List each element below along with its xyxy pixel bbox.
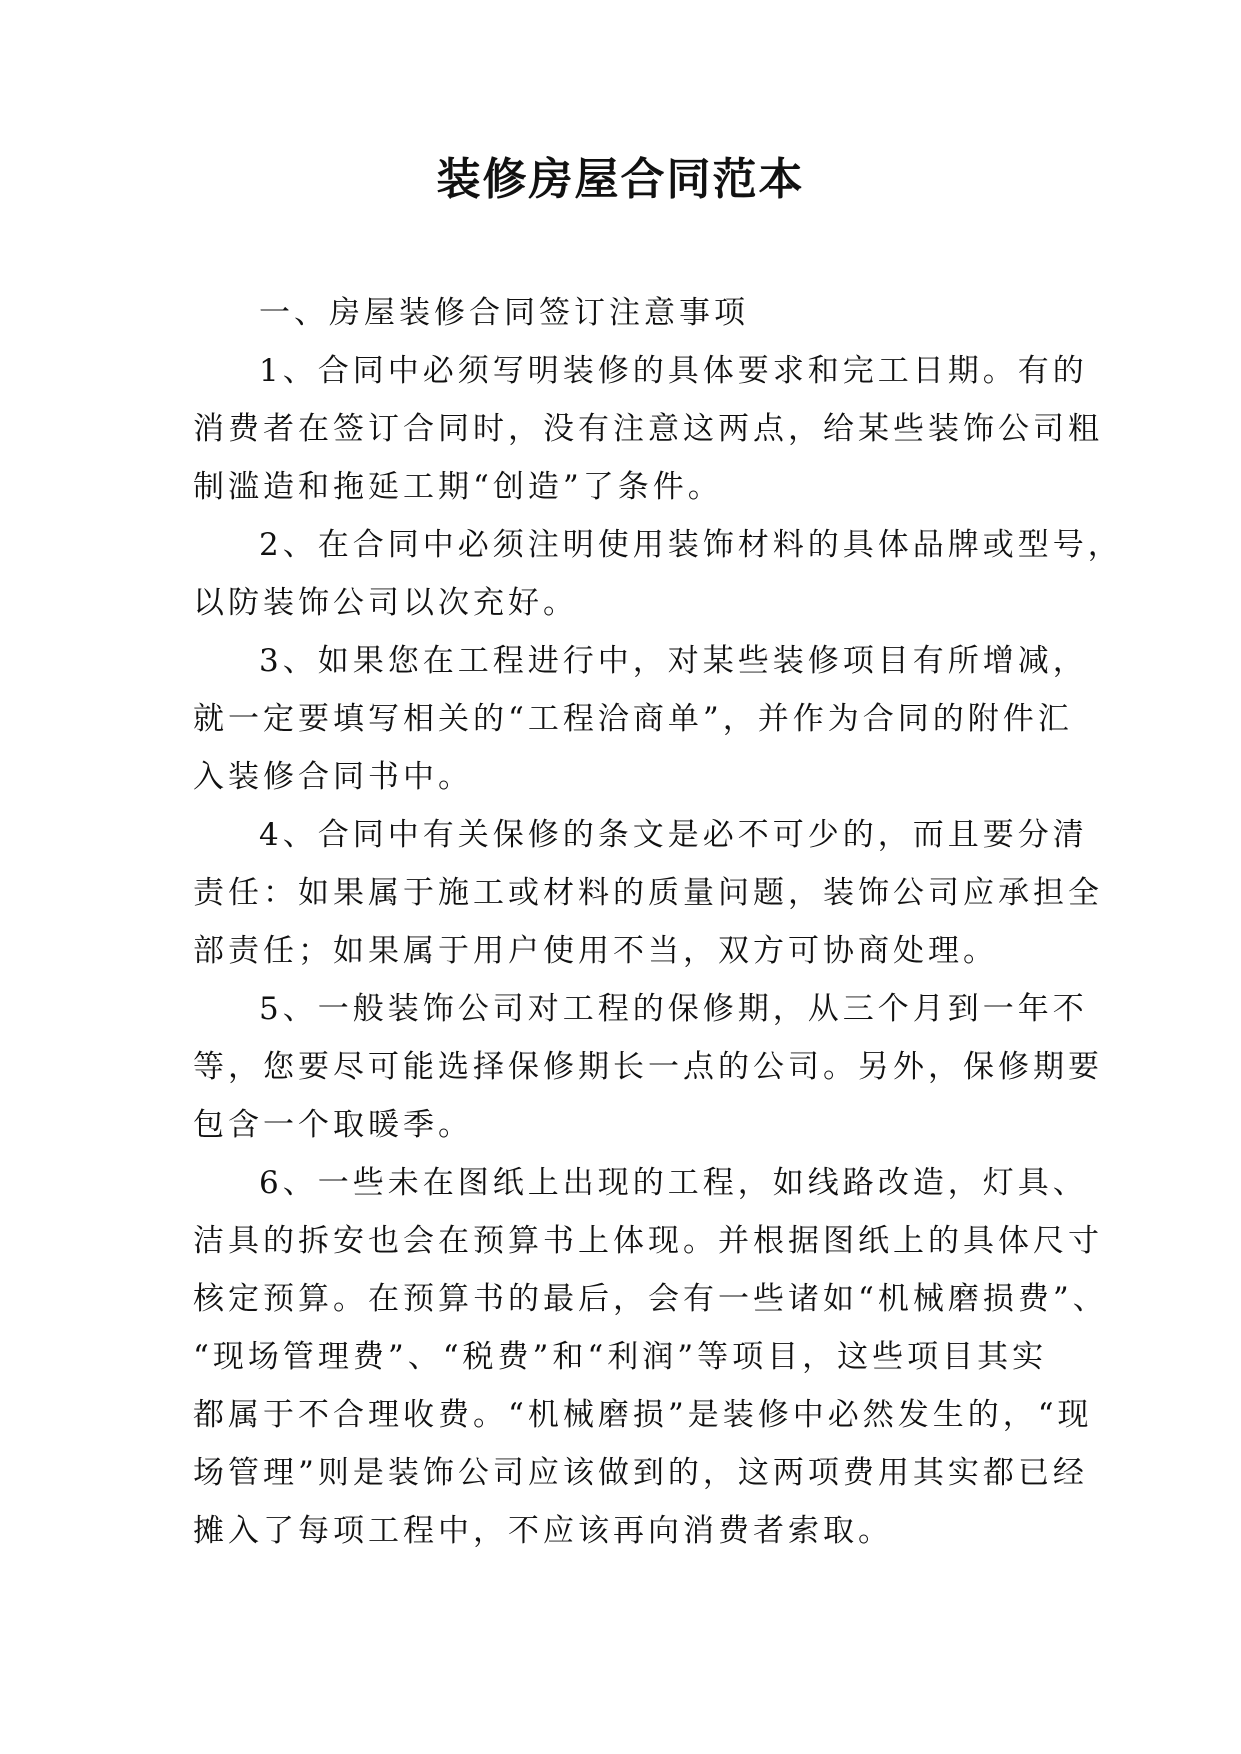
paragraph-line: 5、一般装饰公司对工程的保修期，从三个月到一年不 bbox=[259, 991, 1088, 1027]
paragraph-line: 1、合同中必须写明装修的具体要求和完工日期。有的 bbox=[259, 353, 1088, 389]
paragraph-line: 都属于不合理收费。“机械磨损”是装修中必然发生的，“现 bbox=[193, 1397, 1093, 1433]
document-body bbox=[193, 284, 1123, 1560]
paragraph-line: 3、如果您在工程进行中，对某些装修项目有所增减， bbox=[259, 643, 1088, 679]
paragraph-line: 入装修合同书中。 bbox=[193, 759, 473, 795]
paragraph-line: 2、在合同中必须注明使用装饰材料的具体品牌或型号， bbox=[259, 527, 1123, 563]
document-title: 装修房屋合同范本 bbox=[436, 154, 805, 205]
paragraph-line: 核定预算。在预算书的最后，会有一些诸如“机械磨损费”、 bbox=[193, 1281, 1108, 1317]
paragraph-line: 制滥造和拖延工期“创造”了条件。 bbox=[193, 469, 723, 505]
paragraph-line: 场管理”则是装饰公司应该做到的，这两项费用其实都已经 bbox=[193, 1455, 1088, 1491]
paragraph-line: 摊入了每项工程中，不应该再向消费者索取。 bbox=[193, 1513, 893, 1549]
paragraph-line: 等，您要尽可能选择保修期长一点的公司。另外，保修期要 bbox=[193, 1049, 1103, 1085]
paragraph-line: 4、合同中有关保修的条文是必不可少的，而且要分清 bbox=[259, 817, 1088, 853]
section-heading: 一、房屋装修合同签订注意事项 bbox=[259, 295, 749, 331]
paragraph-line: 以防装饰公司以次充好。 bbox=[193, 585, 578, 621]
paragraph-line: 责任：如果属于施工或材料的质量问题，装饰公司应承担全 bbox=[193, 875, 1103, 911]
paragraph-line: 包含一个取暖季。 bbox=[193, 1107, 473, 1143]
paragraph-line: 6、一些未在图纸上出现的工程，如线路改造，灯具、 bbox=[259, 1165, 1088, 1201]
paragraph-line: 消费者在签订合同时，没有注意这两点，给某些装饰公司粗 bbox=[193, 411, 1103, 447]
paragraph-line: 部责任；如果属于用户使用不当，双方可协商处理。 bbox=[193, 933, 998, 969]
paragraph-line: 洁具的拆安也会在预算书上体现。并根据图纸上的具体尺寸 bbox=[193, 1223, 1103, 1259]
paragraph-line: 就一定要填写相关的“工程洽商单”，并作为合同的附件汇 bbox=[193, 701, 1073, 737]
paragraph-line: “现场管理费”、“税费”和“利润”等项目，这些项目其实 bbox=[193, 1339, 1048, 1375]
